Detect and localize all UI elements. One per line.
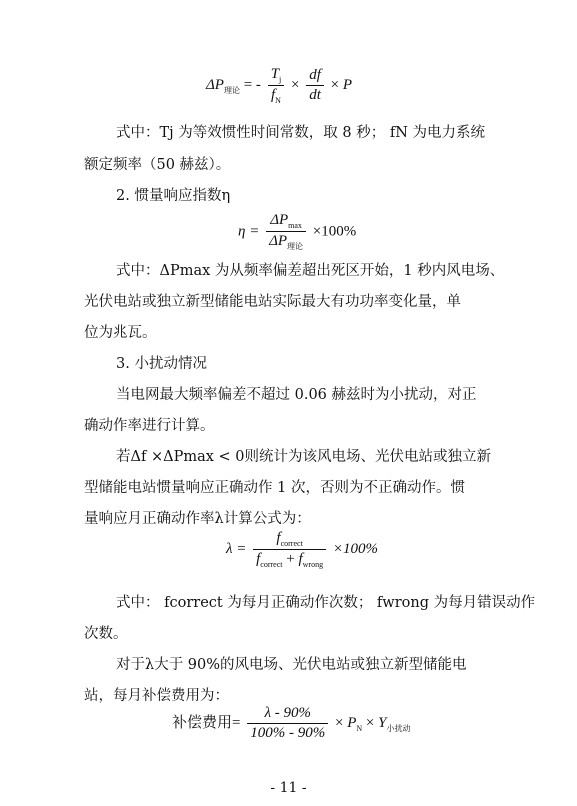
paragraph-line: 当电网最大频率偏差不超过 0.06 赫兹时为小扰动，对正 bbox=[116, 387, 477, 403]
equation-inertia-index: η = $\frac{\Delta P_{max}}{\Delta P_{理论}}$ ×100% bbox=[238, 212, 357, 251]
paragraph-line: 量响应月正确动作率λ计算公式为： bbox=[84, 511, 311, 527]
page-number: - 11 - bbox=[270, 780, 307, 796]
paragraph-line: 对于λ大于 90%的风电场、光伏电站或独立新型储能电 bbox=[116, 657, 467, 673]
equation-correct-rate: λ = $\frac{f_{correct}}{f_{correct} + f_{wrong}}$ ×100% bbox=[226, 530, 378, 569]
paragraph-line: 型储能电站惯量响应正确动作 1 次，否则为不正确动作。惯 bbox=[84, 480, 465, 496]
paragraph-line: 站，每月补偿费用为： bbox=[84, 688, 229, 704]
paragraph-line: 额定频率（50 赫兹）。 bbox=[84, 157, 231, 173]
paragraph-line: 式中： fcorrect 为每月正确动作次数； fwrong 为每月错误动作 bbox=[116, 595, 536, 611]
equation-inertia-theory: $\Delta P_{理论}$ = - $\frac{T_j}{f_N}$ × $\frac{df}{dt}$ × P bbox=[206, 66, 353, 105]
paragraph-line: 确动作率进行计算。 bbox=[84, 418, 215, 434]
paragraph-line: 光伏电站或独立新型储能电站实际最大有功功率变化量，单 bbox=[84, 294, 461, 310]
paragraph-line: 位为兆瓦。 bbox=[84, 325, 157, 341]
equation-compensation: 补偿费用= $\frac{\lambda - 90\%}{100\% - 90\%}$ × $P_N \times Y_{小扰动}$ bbox=[172, 705, 411, 741]
paragraph-line: 式中：Tj 为等效惯性时间常数，取 8 秒； fN 为电力系统 bbox=[116, 125, 485, 141]
paragraph-line: 若Δf ×ΔPmax < 0则统计为该风电场、光伏电站或独立新 bbox=[116, 449, 491, 465]
section-heading: 2. 惯量响应指数η bbox=[116, 188, 231, 204]
paragraph-line: 式中：ΔPmax 为从频率偏差超出死区开始，1 秒内风电场、 bbox=[116, 263, 505, 279]
paragraph-line: 次数。 bbox=[84, 626, 128, 642]
section-heading: 3. 小扰动情况 bbox=[116, 356, 207, 372]
